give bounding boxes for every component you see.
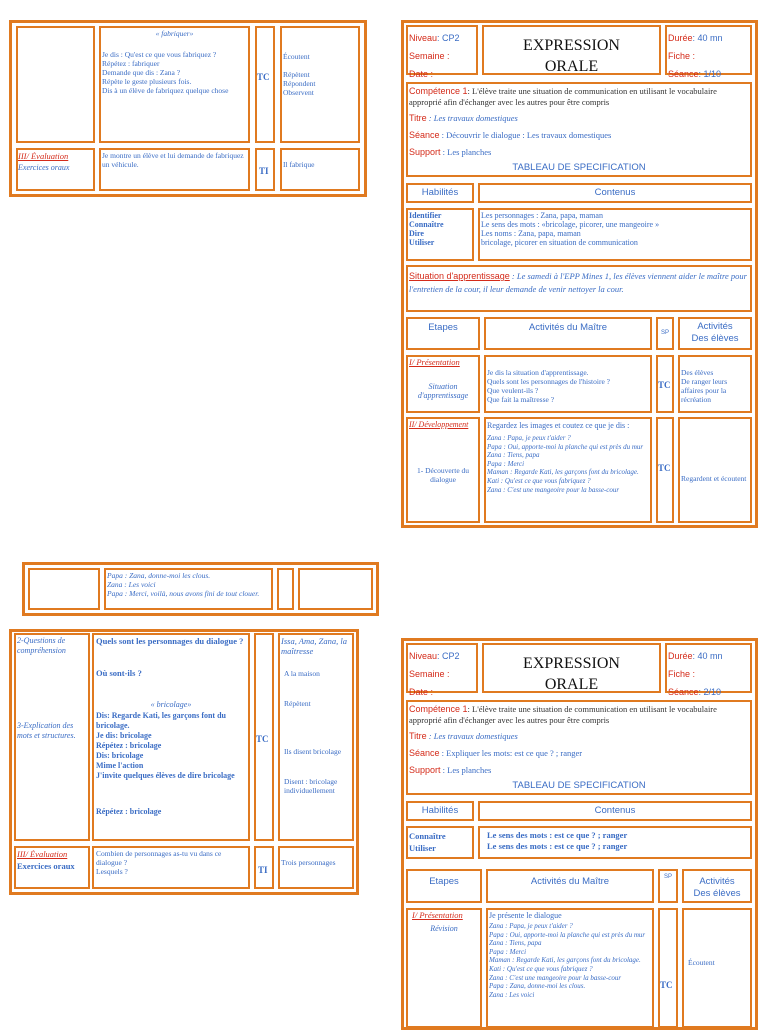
- s1-seance2: : Découvrir le dialogue : Les travaux domestiques: [441, 130, 612, 140]
- p1-eval-pupil-cell: [280, 148, 360, 191]
- s2-seance2: : Expliquer les mots: est ce que ? ; ranger: [441, 748, 583, 758]
- s1-seance: : 1/10: [698, 69, 722, 79]
- s1-title1: EXPRESSION: [523, 37, 620, 54]
- p1-eval-activity: Je montre un élève et lui demande de fabriquez un véhicule.: [102, 151, 244, 169]
- s1-contenus-head: Contenus: [594, 187, 636, 198]
- s1-titre-label: Titre: [409, 113, 427, 123]
- p2-eval-pupil-cell: [278, 846, 354, 889]
- s2-semaine-label: Semaine: [409, 669, 445, 679]
- p2-expl: Dis: Regarde Kati, les garçons font du bricolage. Je dis: bricolage Répétez : bricolage Dis: bricolage Mime l'action J'invite quelques élèves de dire bricolage: [96, 711, 235, 780]
- s1-pres-sp: TC: [658, 380, 671, 390]
- p2-cont-etape-cell: [28, 568, 100, 610]
- s1-competence-label: Compétence 1: [409, 86, 468, 96]
- p2-eval-sp: TI: [258, 865, 268, 875]
- p2-eval-pupil: Trois personnages: [281, 858, 336, 867]
- p2-r2: A la maison: [284, 669, 320, 678]
- p2-cont-dialogue: Papa : Zana, donne-moi les clous. Zana : Les voici Papa : Merci, voilà, nous avons fini de tout clouer.: [107, 571, 260, 598]
- p1-eval-sub: Exercices oraux: [18, 163, 70, 172]
- s2-habilites-head: Habilités: [421, 805, 459, 816]
- s2-contenus-head: Contenus: [594, 805, 636, 816]
- s1-situation-line: [409, 270, 749, 296]
- s2-niveau-label: Niveau: [409, 651, 438, 661]
- s1-competence: : L'élève traite une situation de communication en utilisant le vocabulaire approprié afin d'échanger avec les autres pour être compris: [409, 86, 717, 107]
- s2-seance: : 2/10: [698, 687, 722, 697]
- s2-seance-label: Séance: [668, 687, 699, 697]
- s1-pres-activity: Je dis la situation d'apprentissage. Quels sont les personnages de l'histoire ? Que veulent-ils ? Que fait la maîtresse ?: [487, 368, 610, 404]
- s1-seance2-line: [409, 130, 749, 141]
- s1-situation-label: Situation d'apprentissage: [409, 271, 510, 281]
- s2-pres-intro: Je présente le dialogue: [489, 911, 562, 920]
- s2-title2: ORALE: [544, 676, 599, 693]
- p1-pupils: Écoutent Répètent Répondent Observent: [283, 52, 316, 97]
- s2-competence-line: [409, 704, 749, 726]
- p2-q-label: 2-Questions de compréhension: [17, 636, 66, 655]
- p2-r4: Ils disent bricolage: [284, 747, 342, 756]
- s2-support-label: Support: [409, 765, 441, 775]
- s2-habilites: Connaître Utiliser: [409, 831, 446, 853]
- s2-niveau: : CP2: [437, 651, 460, 661]
- p2-eval-sub: Exercices oraux: [17, 862, 75, 871]
- s1-fiche-label: Fiche: [668, 51, 691, 61]
- s1-sp-head: SP: [660, 330, 669, 336]
- s1-pres-label: I/ Présentation: [409, 358, 460, 367]
- s2-pres-eleves: Écoutent: [688, 958, 715, 967]
- s2-fiche-label: Fiche: [668, 669, 691, 679]
- p1-sp: TC: [257, 72, 270, 82]
- s2-duree-block: Durée: 40 mn Fiche : Séance: 2/10: [668, 651, 723, 697]
- s2-pres-sp-cell: [658, 908, 678, 1028]
- s2-duree: : 40 mn: [692, 651, 723, 661]
- p2-expl-label: 3-Explication des mots et structures.: [17, 721, 76, 740]
- p1-word: « fabriquer»: [155, 29, 194, 38]
- s2-seance2-label: Séance: [409, 748, 440, 758]
- s2-duree-label: Durée: [668, 651, 693, 661]
- s1-support-label: Support: [409, 147, 441, 157]
- p1-eval-pupil: Il fabrique: [283, 160, 315, 169]
- s1-spec: TABLEAU DE SPECIFICATION: [512, 162, 646, 173]
- s2-support-line: [409, 765, 749, 776]
- s1-etapes-head: Etapes: [428, 322, 458, 333]
- s2-pres-sub: Révision: [430, 924, 458, 933]
- p2-eval-activity: Combien de personnages as-tu vu dans ce dialogue ? Lesquels ?: [96, 849, 222, 876]
- s2-pres-label: I/ Présentation: [412, 911, 463, 920]
- p1-eval-sp: TI: [259, 166, 269, 176]
- s2-date-label: Date: [409, 687, 429, 697]
- p2-pupils-cell: [278, 633, 354, 841]
- s1-semaine-label: Semaine: [409, 51, 445, 61]
- p1-activities: Je dis : Qu'est ce que vous fabriquez ? Répétez : fabriquer Demande que dis : Zana ? Répète le geste plusieurs fois. Dis à un élève de fabriquez quelque chose: [102, 50, 229, 95]
- s2-eleves-head: Activités Des élèves: [693, 876, 741, 899]
- s2-pres-dialogue: Zana : Papa, je peux t'aider ? Papa : Oui, apporte-moi la planche qui est près du mur Zana : Tiens, papa Papa : Merci Maman : Regarde Kati, les garçons font du bricolage. Kati : Qu'est ce que vous fabriquez ? Zana : C'est une mangeoire pour la basse-cour Papa : Zana, donne-moi les clous. Zana : Les voici: [489, 922, 646, 999]
- s1-title2: ORALE: [544, 58, 599, 75]
- s2-pres-eleves-cell: [682, 908, 752, 1028]
- s1-dev-intro: Regardez les images et coutez ce que je dis :: [487, 421, 630, 430]
- s1-duree: : 40 mn: [692, 33, 723, 43]
- s1-dev-eleves-cell: [678, 417, 752, 523]
- s1-pres-eleves: Des élèves De ranger leurs affaires pour la récréation: [681, 368, 728, 404]
- s2-contenus: Le sens des mots : est ce que ? ; ranger Le sens des mots : est ce que ? ; ranger: [487, 830, 628, 851]
- p2-eval-label: III/ Évaluation: [17, 850, 68, 859]
- s1-support: : Les planches: [442, 147, 492, 157]
- s1-dev-sp: TC: [658, 463, 671, 473]
- s1-titre: : Les travaux domestiques: [428, 113, 518, 123]
- s2-title1: EXPRESSION: [523, 655, 620, 672]
- p2-q2: Où sont-ils ?: [96, 669, 142, 678]
- s1-niveau: : CP2: [437, 33, 460, 43]
- s1-support-line: [409, 147, 749, 158]
- p2-sp: TC: [256, 734, 269, 744]
- s2-competence-label: Compétence 1: [409, 704, 468, 714]
- s1-seance2-label: Séance: [409, 130, 440, 140]
- p1-etape-cell: [16, 26, 95, 143]
- s1-activites-head: Activités du Maître: [528, 322, 608, 333]
- p2-r5: Disent : bricolage individuellement: [284, 777, 338, 795]
- s2-seance2-line: [409, 748, 749, 759]
- s1-situation: : Le samedi à l'EPP Mines 1, les élèves viennent aider le maître pour l'entretien de la cour, il leur demande de venir nettoyer la cour.: [409, 271, 747, 294]
- s1-dev-sub: 1- Découverte du dialogue: [416, 466, 470, 484]
- s2-competence: : L'élève traite une situation de communication en utilisant le vocabulaire approprié afin d'échanger avec les autres pour être compris: [409, 704, 717, 725]
- s1-competence-line: [409, 86, 749, 108]
- s2-etapes-head: Etapes: [429, 876, 459, 887]
- p1-sp-cell: [255, 26, 275, 143]
- s2-activites-head: Activités du Maître: [530, 876, 610, 887]
- p2-cont-pupil-cell: [298, 568, 373, 610]
- p2-r1: Issa, Ama, Zana, la maîtresse: [281, 636, 347, 656]
- s1-pres-sub: Situation d'apprentissage: [417, 382, 469, 400]
- p1-eval-label: III/ Évaluation: [18, 152, 69, 161]
- s1-eleves-head: Activités Des élèves: [691, 321, 739, 344]
- s2-titre-line: [409, 731, 749, 742]
- p2-r3: Répètent: [284, 699, 311, 708]
- s2-pres-sp: TC: [660, 980, 673, 990]
- s1-niveau-block: Niveau: CP2 Semaine : Date :: [409, 33, 460, 79]
- p2-repeat: Répétez : bricolage: [96, 807, 162, 816]
- s1-dev-dialogue: Zana : Papa, je peux t'aider ? Papa : Oui, apporte-moi la planche qui est près du mur Zana : Tiens, papa Papa : Merci Maman : Regarde Kati, les garçons font du bricolage. Kati : Qu'est ce que vous fabriquez ? Zana : C'est une mangeoire pour la basse-cour: [487, 434, 644, 494]
- s2-support: : Les planches: [442, 765, 492, 775]
- s2-spec: TABLEAU DE SPECIFICATION: [512, 780, 646, 791]
- s1-titre-line: [409, 113, 749, 124]
- s1-habilites: Identifier Connaître Dire Utiliser: [409, 211, 444, 247]
- s1-duree-label: Durée: [668, 33, 693, 43]
- p2-word: « bricolage»: [150, 700, 192, 709]
- p2-q1: Quels sont les personnages du dialogue ?: [96, 636, 244, 646]
- s1-dev-label: II/ Développement: [409, 420, 469, 429]
- s1-seance-label: Séance: [668, 69, 699, 79]
- s2-niveau-block: Niveau: CP2 Semaine : Date :: [409, 651, 460, 697]
- s1-niveau-label: Niveau: [409, 33, 438, 43]
- s1-date-label: Date: [409, 69, 429, 79]
- s1-duree-block: Durée: 40 mn Fiche : Séance: 1/10: [668, 33, 723, 79]
- s1-contenus: Les personnages : Zana, papa, maman Le sens des mots : «bricolage, picorer, une mangeoire » Les noms : Zana, papa, maman bricolage, picorer en situation de communication: [481, 211, 660, 247]
- s2-titre: : Les travaux domestiques: [428, 731, 518, 741]
- s2-titre-label: Titre: [409, 731, 427, 741]
- s1-dev-eleves: Regardent et écoutent: [681, 474, 747, 483]
- p2-cont-sp-cell: [277, 568, 294, 610]
- s2-sp-head: SP: [663, 874, 672, 880]
- s1-habilites-head: Habilités: [421, 187, 459, 198]
